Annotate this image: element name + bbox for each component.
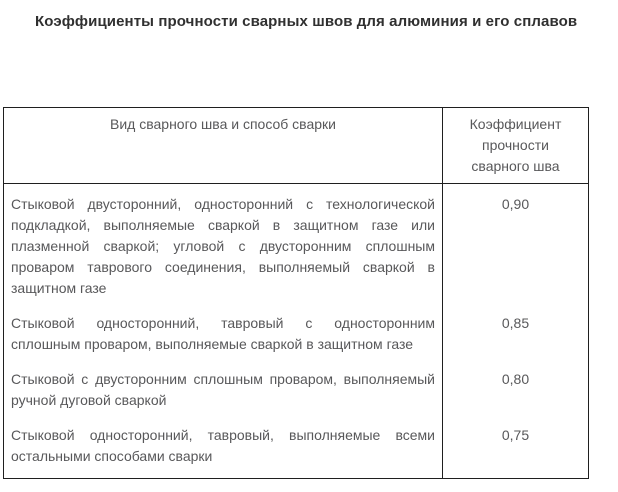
column-header-coefficient: Коэффициент прочности сварного шва [443,108,589,184]
coefficient-cell: 0,75 [443,415,589,479]
weld-type-cell: Стыковой двусторонний, односторонний с технологической подкладкой, выполняемые сваркой в защитном газе или плазменной сваркой; угловой с двусторонним сплошным проваром таврового соединения, выполняемый сваркой в защитном газе [11,196,435,296]
weld-coefficients-table [3,107,589,479]
weld-type-cell: Стыковой односторонний, тавровый, выполняемые всеми остальными способами сварки [11,427,435,464]
table-row [4,303,589,359]
page-title: Коэффициенты прочности сварных швов для алюминия и его сплавов [35,13,578,30]
coefficient-cell: 0,80 [443,359,589,415]
table-row [4,184,589,304]
coefficient-cell: 0,90 [443,184,589,304]
column-header-weld-type: Вид сварного шва и способ сварки [4,108,443,184]
coefficient-cell: 0,85 [443,303,589,359]
weld-type-cell: Стыковой односторонний, тавровый с односторонним сплошным проваром, выполняемые сваркой в защитном газе [11,315,435,352]
weld-type-cell: Стыковой с двусторонним сплошным проваром, выполняемый ручной дуговой сваркой [11,371,435,408]
table-header [4,108,589,184]
table-row [4,359,589,415]
table-row [4,415,589,479]
table-header-row [4,108,589,184]
table-body [4,184,589,479]
